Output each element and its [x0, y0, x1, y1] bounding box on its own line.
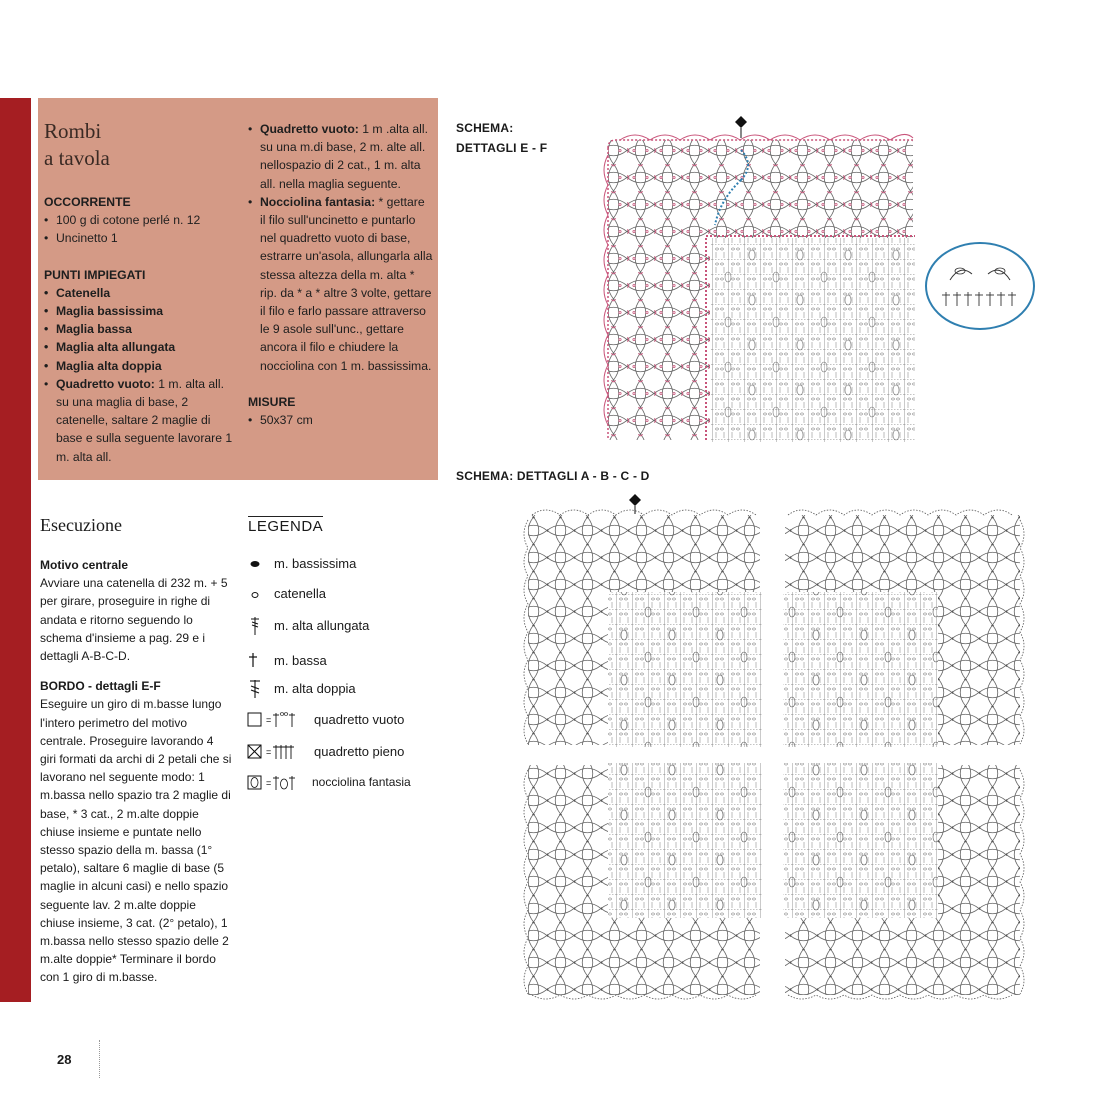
svg-text:=: =: [266, 747, 272, 757]
elongated-treble-icon: [246, 615, 274, 635]
legend-item: m. alta doppia: [246, 677, 356, 699]
filled-square-icon: [246, 741, 310, 761]
list-item: • Maglia bassa: [44, 320, 234, 338]
esecuzione-title: Esecuzione: [40, 515, 122, 535]
punti-heading: PUNTI IMPIEGATI: [44, 267, 146, 282]
legend-item: catenella: [246, 582, 326, 604]
list-item: • 100 g di cotone perlé n. 12: [44, 211, 234, 229]
start-marker-icon: [735, 116, 747, 128]
bordo-heading: BORDO - dettagli E-F: [40, 679, 161, 694]
bordo-text: Eseguire un giro di m.basse lungo l'intero perimetro del motivo centrale. Proseguire lavorando 4 giri formati da archi di 2 petali che si lavorano nel seguente modo: 1 m.bassa nello spazio tra 2 maglie di base, * 3 cat., 2 m.alte doppie chiuse insieme e puntate nello stesso spazio della m. bassa (1° petalo), saltare 6 maglie di base (5 maglie in alcuni casi) e nello spazio seguente lav. 2 m.alte doppie chiuse insieme, 3 cat. (2° petalo), 1 m.bassa nello stesso spazio delle 2 m.alte doppie* Terminare il bordo con 1 giro di m.basse.: [40, 697, 232, 985]
detail-c: [524, 763, 762, 999]
punti-list-continued: [248, 120, 433, 375]
materials-column-right: [248, 120, 433, 429]
open-oval-icon: [246, 583, 274, 603]
misure-value: • 50x37 cm: [248, 411, 433, 429]
list-item: • Uncinetto 1: [44, 229, 234, 247]
sidebar-accent-bar: [0, 98, 31, 1002]
svg-text:=: =: [266, 715, 272, 725]
list-item: • Maglia alta allungata: [44, 338, 234, 356]
legend-item: = quadretto pieno: [246, 740, 404, 762]
detail-d: [783, 763, 1024, 999]
legend-item: m. alta allungata: [246, 612, 369, 638]
page-number: 28: [57, 1052, 72, 1067]
occorrente-list: [44, 211, 234, 247]
schema-abcd-label: SCHEMA: DETTAGLI A - B - C - D: [456, 469, 650, 483]
schema-ef-diagram: [600, 110, 920, 445]
list-item: • Catenella: [44, 284, 234, 302]
start-marker-icon: [629, 494, 641, 506]
cross-icon: [246, 650, 274, 670]
svg-text:=: =: [266, 778, 272, 788]
list-item: • Nocciolina fantasia: * gettare il filo sull'uncinetto e puntarlo nel quadretto vuoto di base, estrarre un'asola, allungarla alla stessa altezza della m. alta * rip. da * a * altre 3 volte, gettare il filo e farlo passare attraverso le 9 asole sull'unc., gettare ancora il filo e chiudere la nocciolina con 1 m. bassissima.: [248, 193, 433, 375]
double-treble-icon: [246, 678, 274, 698]
bobble-icon: [246, 772, 310, 792]
legend-item: m. bassissima: [246, 552, 356, 574]
legend-item: m. bassa: [246, 649, 327, 671]
list-item: • Maglia bassissima: [44, 302, 234, 320]
legend-item: = quadretto vuoto: [246, 708, 404, 730]
empty-square-icon: [246, 709, 310, 729]
schema-ef-label: SCHEMA: DETTAGLI E - F: [456, 121, 548, 155]
misure-heading: MISURE: [248, 394, 296, 409]
detail-b: [783, 510, 1024, 747]
filled-oval-icon: [246, 553, 274, 573]
materials-panel: [38, 98, 438, 480]
pattern-title: Rombi a tavola: [44, 119, 110, 170]
punti-list: [44, 284, 234, 466]
page-number-divider: [99, 1040, 100, 1078]
occorrente-heading: OCCORRENTE: [44, 195, 131, 209]
detail-a: [524, 510, 762, 747]
list-item: • Quadretto vuoto: 1 m .alta all. su una m.di base, 2 m. alte all. nellospazio di 2 cat., 1 m. alta all. nella maglia seguente.: [248, 120, 433, 193]
materials-column-left: [44, 193, 234, 466]
motivo-heading: Motivo centrale: [40, 558, 129, 572]
legend-title: LEGENDA: [248, 518, 324, 535]
list-item: • Quadretto vuoto: 1 m. alta all. su una maglia di base, 2 catenelle, saltare 2 maglie di base e sulla seguente lavorare 1 m. alta all.: [44, 375, 234, 466]
motivo-text: Avviare una catenella di 232 m. + 5 per girare, proseguire in righe di andata e ritorno seguendo lo schema d'insieme a pag. 29 e i dettagli A-B-C-D.: [40, 576, 228, 664]
legend-item: = nocciolina fantasia: [246, 771, 411, 793]
esecuzione-body: [40, 556, 232, 987]
schema-abcd-diagram: [520, 490, 1030, 1005]
list-item: • Maglia alta doppia: [44, 357, 234, 375]
stitch-detail-oval: [924, 240, 1036, 332]
